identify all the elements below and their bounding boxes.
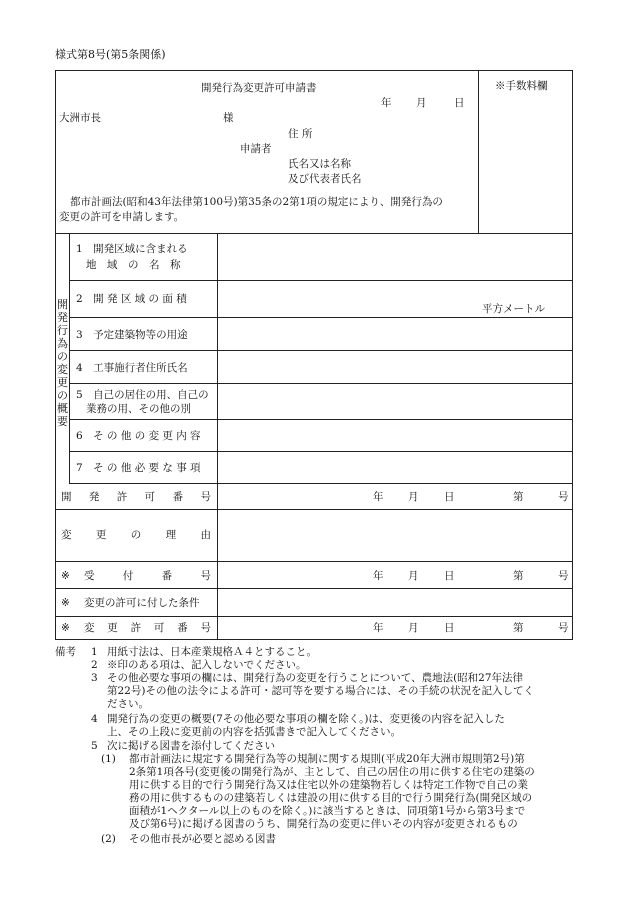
overview-label-7-line-1: 7 そ の 他 必 要 な 事 項 [76, 462, 201, 474]
change-permit-label-char: 可 [153, 622, 165, 634]
remark-text: 次に掲げる図書を添付してください [107, 740, 275, 752]
reason-row [56, 510, 572, 562]
overview-row-5 [70, 384, 572, 420]
change-permit-go-label: 号 [558, 622, 569, 634]
sub-remark-number: (1) [101, 753, 116, 765]
representative-label: 及び代表者氏名 [288, 173, 362, 185]
remark-text: ※印のある項は、記入しないでください。 [107, 659, 307, 671]
change-permit-label-char: 番 [177, 622, 188, 634]
permit-number-label-char: 番 [172, 491, 184, 503]
permit-month-label: 月 [408, 491, 419, 503]
overview-side-label: 開発行為の変更の概要 [57, 298, 68, 428]
receipt-label-char: 号 [200, 570, 211, 582]
change-permit-month-label: 月 [408, 622, 419, 634]
date-month-label: 月 [416, 97, 427, 109]
remark-5-2 [101, 833, 575, 846]
sub-remark-text: 及び第6号)に掲げる図書のうち、開発行為の変更に伴いその内容が変更されるもの [129, 818, 518, 830]
change-permit-label-char: 更 [107, 622, 118, 634]
permit-number-label [56, 484, 218, 509]
receipt-number-label [56, 562, 218, 588]
change-permit-label-char: 許 [130, 622, 142, 634]
receipt-label-char: 付 [122, 570, 134, 582]
overview-label-6 [70, 420, 218, 451]
overview-label-5 [70, 384, 218, 419]
overview-label-5-line-1: 5 自己の居住の用、自己の [76, 389, 209, 401]
remark-2 [91, 659, 571, 672]
receipt-label-char: 受 [84, 570, 95, 582]
reason-label-char: 変 [61, 529, 72, 541]
change-permit-year-label: 年 [373, 622, 384, 634]
fee-box [479, 71, 572, 234]
receipt-mark: ※ [61, 570, 70, 582]
applicant-label: 申請者 [240, 143, 272, 155]
remark-number: 3 [91, 672, 98, 684]
permit-number-label-char: 号 [200, 491, 211, 503]
area-unit: 平方メートル [482, 303, 545, 315]
overview-label-5-line-2: 業務の用、その他の別 [86, 403, 191, 415]
reason-label-char: 更 [95, 529, 107, 541]
overview-side-label-cell [56, 234, 70, 484]
name-label: 氏名又は名称 [288, 158, 351, 170]
overview-row-2 [70, 281, 572, 318]
remark-5 [91, 740, 575, 753]
change-permit-day-label: 日 [444, 622, 455, 634]
remark-text: 上、その上段に変更前の内容を括弧書きで記入してください。 [107, 726, 401, 738]
receipt-day-label: 日 [444, 570, 455, 582]
remark-text: 開発行為の変更の概要(7その他必要な事項の欄を除く。)は、変更後の内容を記入した [107, 713, 505, 725]
conditions-mark: ※ [61, 597, 70, 609]
date-year-label: 年 [381, 97, 392, 109]
overview-label-7 [70, 452, 218, 483]
permit-go-label: 号 [558, 491, 569, 503]
address-label: 住 所 [288, 128, 313, 140]
reason-label-char: の [130, 529, 142, 541]
change-permit-dai-label: 第 [513, 622, 524, 634]
overview-row-7 [70, 452, 572, 484]
addressee: 大洲市長 [59, 112, 101, 124]
sub-remark-text: 面積が1ヘクタール以上のものを除く。)に該当するときは、同項第1号から第3号まで [129, 805, 526, 817]
sub-remark-text: 務の用に供するものの建築若しくは建設の用に供する目的で行う開発行為(開発区域の [129, 792, 533, 804]
remark-text: 第22号)その他の法令による許可・認可等を要する場合には、その手続の状況を記入してく [107, 685, 534, 697]
remark-number: 2 [91, 659, 98, 671]
statement-line-1: 都市計画法(昭和43年法律第100号)第35条の2第1項の規定により、開発行為の [70, 196, 443, 208]
remark-1 [91, 646, 571, 659]
overview-label-3 [70, 318, 218, 350]
overview-label-4-line-1: 4 工事施行者住所氏名 [76, 362, 188, 374]
remark-3 [91, 672, 575, 711]
change-permit-number-label [56, 617, 218, 639]
permit-number-label-char: 可 [144, 491, 156, 503]
permit-number-row [56, 484, 572, 510]
sub-remark-text: その他市長が必要と認める図書 [129, 833, 276, 845]
remark-text: その他必要な事項の欄には、開発行為の変更を行うことについて、農地法(昭和27年法律 [107, 672, 524, 684]
receipt-year-label: 年 [373, 570, 384, 582]
conditions-label [56, 589, 218, 616]
permit-number-label-char: 開 [61, 491, 72, 503]
honorific: 様 [223, 112, 234, 124]
overview-row-3 [70, 318, 572, 351]
change-permit-number-row [56, 617, 572, 639]
remark-number: 5 [91, 740, 98, 752]
receipt-go-label: 号 [558, 570, 569, 582]
change-permit-label-char: 号 [200, 622, 211, 634]
remark-text: ださい。 [107, 698, 149, 710]
form-title: 開発行為変更許可申請書 [201, 82, 317, 94]
permit-number-label-char: 発 [88, 491, 100, 503]
permit-year-label: 年 [373, 491, 384, 503]
fee-label: ※手数料欄 [495, 80, 548, 92]
permit-day-label: 日 [444, 491, 455, 503]
date-day-label: 日 [454, 97, 465, 109]
overview-label-1-line-1: 1 開発区域に含まれる [76, 243, 188, 255]
receipt-month-label: 月 [408, 570, 419, 582]
receipt-label-char: 番 [161, 570, 173, 582]
overview-label-2-line-1: 2 開 発 区 域 の 面 積 [76, 293, 187, 305]
overview-label-2 [70, 281, 218, 317]
change-permit-mark: ※ [61, 622, 70, 634]
application-form [55, 70, 573, 640]
overview-label-6-line-1: 6 そ の 他 の 変 更 内 容 [76, 430, 201, 442]
overview-label-3-line-1: 3 予定建築物等の用途 [76, 329, 188, 341]
overview-row-6 [70, 420, 572, 452]
permit-number-label-char: 許 [116, 491, 128, 503]
sub-remark-text: 2条第1項各号(変更後の開発行為が、主として、自己の居住の用に供する住宅の建築の [129, 766, 535, 778]
overview-row-4 [70, 351, 572, 384]
change-permit-label-char: 変 [84, 622, 95, 634]
remark-number: 1 [91, 646, 98, 658]
form-id: 様式第8号(第5条関係) [55, 48, 166, 61]
permit-dai-label: 第 [513, 491, 524, 503]
reason-label-char: 由 [200, 529, 211, 541]
receipt-dai-label: 第 [513, 570, 524, 582]
sub-remark-text: 用に供する目的で行う開発行為又は住宅以外の建築物若しくは特定工作物で自己の業 [129, 779, 528, 791]
statement-line-2: 変更の許可を申請します。 [59, 211, 185, 223]
remarks-heading: 備考 [55, 646, 76, 658]
reason-label [56, 510, 218, 561]
conditions-label-text: 変更の許可に付した条件 [84, 597, 200, 609]
overview-label-1 [70, 234, 218, 280]
receipt-number-row [56, 562, 572, 589]
application-block [56, 71, 479, 234]
conditions-row [56, 589, 572, 617]
remark-number: 4 [91, 713, 98, 725]
sub-remark-text: 都市計画法に規定する開発行為等の規制に関する規則(平成20年大洲市規則第2号)第 [129, 753, 525, 765]
overview-row-1 [70, 234, 572, 281]
overview-label-1-line-2: 地 域 の 名 称 [86, 259, 181, 271]
remark-text: 用紙寸法は、日本産業規格Ａ４とすること。 [107, 646, 317, 658]
remark-4 [91, 713, 575, 739]
reason-label-char: 理 [165, 529, 177, 541]
remark-5-1 [101, 753, 575, 831]
overview-label-4 [70, 351, 218, 383]
sub-remark-number: (2) [101, 833, 116, 845]
